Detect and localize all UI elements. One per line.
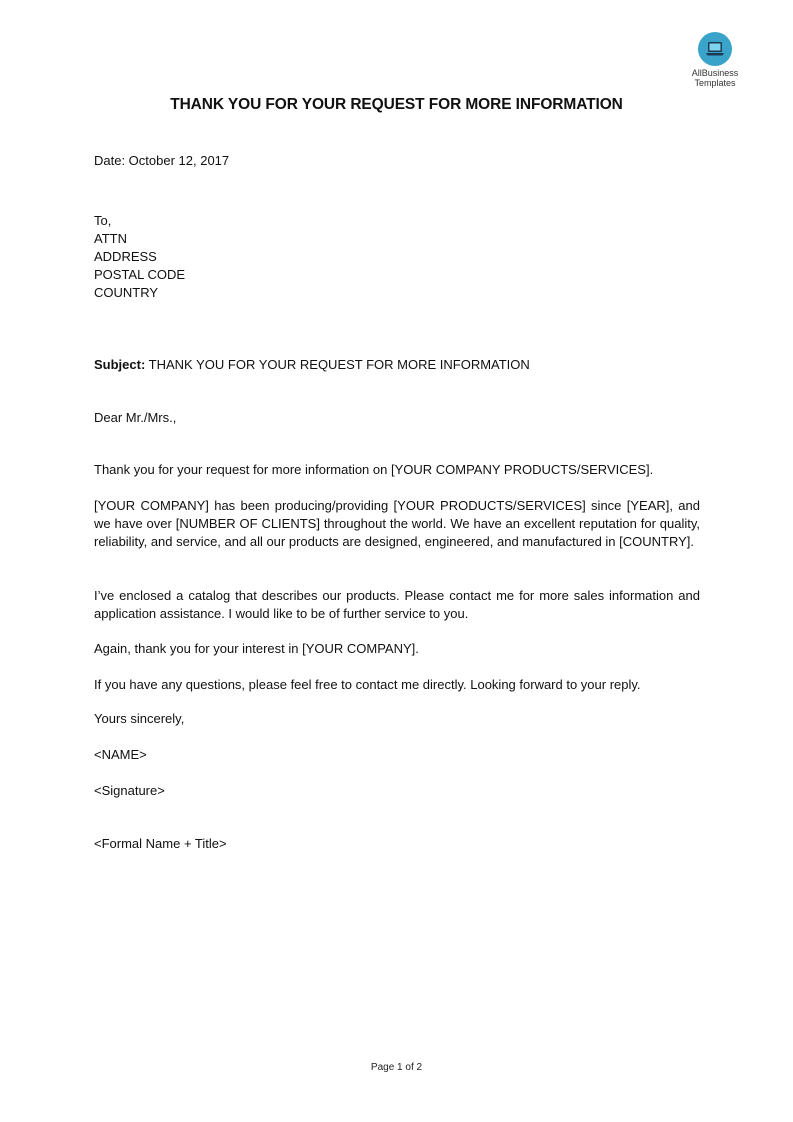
laptop-icon [698,32,732,66]
address-line-to: To, [94,213,112,228]
body-paragraph: [YOUR COMPANY] has been producing/providing [YOUR PRODUCTS/SERVICES] since [YEAR], and we have over [NUMBER OF CLIENTS] throughout the world. We have an excellent reputation for quality, reliability, and service, and all our products are designed, engineered, and manufactured in [COUNTRY]. [94,498,700,549]
signature-placeholder: <Signature> [94,783,165,798]
body-paragraph: I’ve enclosed a catalog that describes our products. Please contact me for more sales information and application assistance. I would like to be of further service to you. [94,588,700,621]
subject-label: Subject: [94,357,146,372]
body-paragraph: Thank you for your request for more information on [YOUR COMPANY PRODUCTS/SERVICES]. [94,462,654,477]
logo-text-line2: Templates [694,78,736,88]
subject-line [94,356,700,374]
body-paragraph: If you have any questions, please feel free to contact me directly. Looking forward to your reply. [94,677,641,692]
logo-text-line1: AllBusiness [691,68,739,78]
address-line-address: ADDRESS [94,249,157,264]
company-logo [682,32,748,88]
address-line-attn: ATTN [94,231,127,246]
document-title: THANK YOU FOR YOUR REQUEST FOR MORE INFORMATION [170,96,623,113]
page-number: Page 1 of 2 [370,1062,423,1073]
closing: Yours sincerely, [94,711,185,726]
address-line-country: COUNTRY [94,285,159,300]
recipient-address [94,212,700,302]
subject-text: THANK YOU FOR YOUR REQUEST FOR MORE INFORMATION [145,357,530,372]
body-paragraph: Again, thank you for your interest in [YOUR COMPANY]. [94,641,419,656]
formal-name-title: <Formal Name + Title> [94,836,227,851]
sender-name: <NAME> [94,747,147,762]
salutation: Dear Mr./Mrs., [94,410,177,425]
address-line-postal-code: POSTAL CODE [94,267,186,282]
letter-date: Date: October 12, 2017 [94,153,230,168]
